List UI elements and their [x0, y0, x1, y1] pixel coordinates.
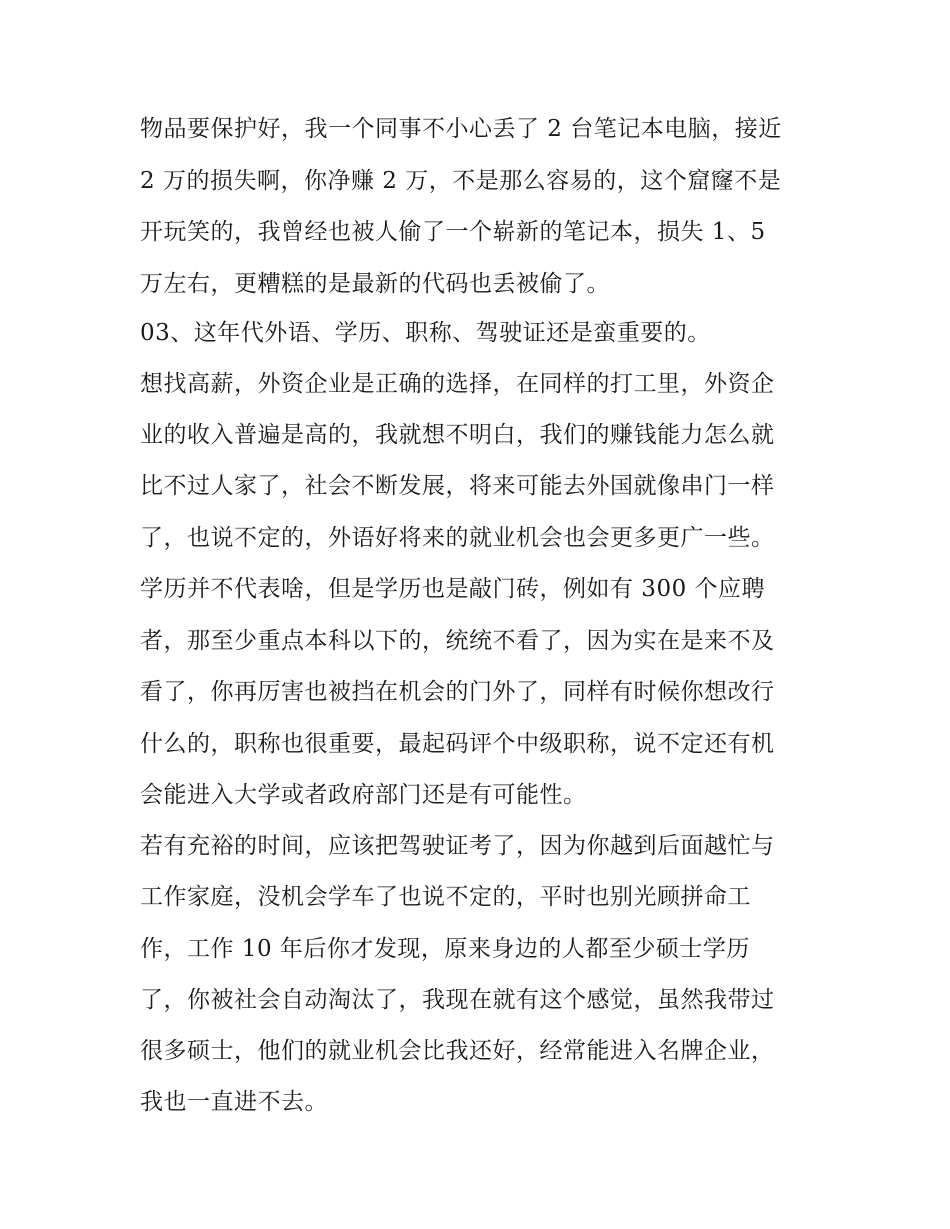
text-line: 作，工作 10 年后你才发现，原来身边的人都至少硕士学历	[140, 936, 750, 962]
text-line: 开玩笑的，我曾经也被人偷了一个崭新的笔记本，损失 1、5	[140, 219, 766, 245]
text-line: 若有充裕的时间，应该把驾驶证考了，因为你越到后面越忙与	[140, 833, 775, 859]
text-line: 2 万的损失啊，你净赚 2 万，不是那么容易的，这个窟窿不是	[140, 168, 782, 194]
text-line: 什么的，职称也很重要，最起码评个中级职称，说不定还有机	[140, 731, 775, 757]
text-line: 学历并不代表啥，但是学历也是敲门砖，例如有 300 个应聘	[140, 576, 766, 602]
text-line: 比不过人家了，社会不断发展，将来可能去外国就像串门一样	[140, 473, 775, 499]
text-line: 想找高薪，外资企业是正确的选择，在同样的打工里，外资企	[140, 371, 775, 397]
text-line: 看了，你再厉害也被挡在机会的门外了，同样有时候你想改行	[140, 679, 775, 705]
text-line: 者，那至少重点本科以下的，统统不看了，因为实在是来不及	[140, 628, 775, 654]
text-line: 工作家庭，没机会学车了也说不定的，平时也别光顾拼命工	[140, 884, 751, 910]
text-line: 万左右，更糟糕的是最新的代码也丢被偷了。	[140, 271, 610, 297]
text-line: 了，你被社会自动淘汰了，我现在就有这个感觉，虽然我带过	[140, 987, 775, 1013]
text-line: 业的收入普遍是高的，我就想不明白，我们的赚钱能力怎么就	[140, 422, 775, 448]
text-line: 我也一直进不去。	[140, 1089, 328, 1115]
text-line: 会能进入大学或者政府部门还是有可能性。	[140, 782, 587, 808]
text-line: 了，也说不定的，外语好将来的就业机会也会更多更广一些。	[140, 525, 775, 551]
section-heading: 03、这年代外语、学历、职称、驾驶证还是蛮重要的。	[140, 320, 711, 346]
text-line: 很多硕士，他们的就业机会比我还好，经常能进入名牌企业，	[140, 1038, 775, 1064]
text-line: 物品要保护好，我一个同事不小心丢了 2 台笔记本电脑，接近	[140, 116, 782, 142]
